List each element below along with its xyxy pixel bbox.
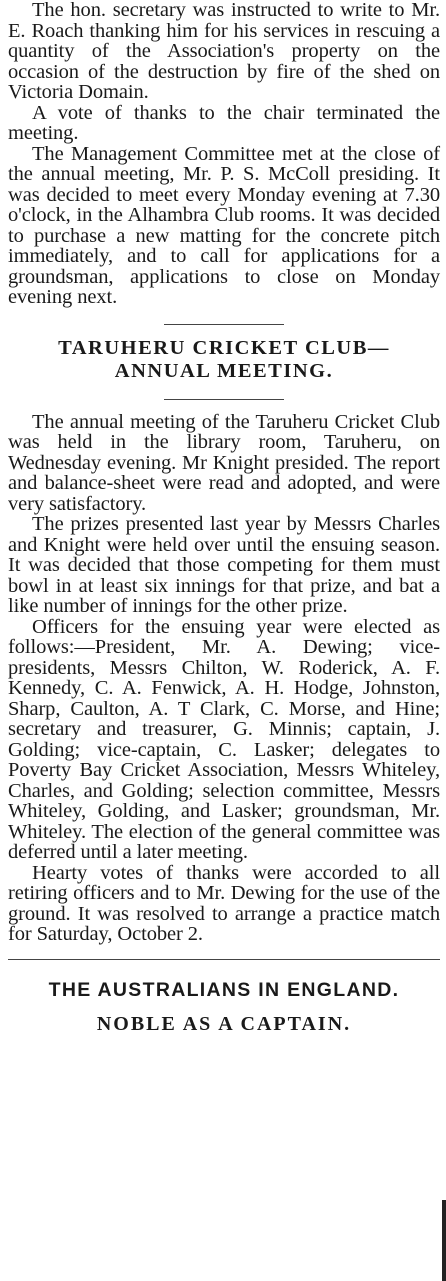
article-subtitle: NOBLE AS A CAPTAIN. [96,1012,352,1035]
article-separator-rule [8,959,440,960]
paragraph-vote-of-thanks: A vote of thanks to the chair terminated the meeting. [8,101,440,144]
article-heading-line-2: ANNUAL MEETING. [114,359,334,382]
paragraph-annual-meeting: The annual meeting of the Taruheru Cricket Club was held in the library room, Taruheru, on Wednesday evening. Mr Knight presided. The report and balance-sheet were read and adopted, and were very satisfactory. [8,410,440,515]
paragraph-prizes: The prizes presented last year by Messrs Charles and Knight were held over until the ensuing season. It was decided that those competing for them must bowl in at least six innings for that prize, and bat a like number of innings for the other prize. [8,513,440,617]
paragraph-secretary-instructed: The hon. secretary was instructed to write to Mr. E. Roach thanking him for his services in rescuing a quantity of the Association's property on the occasion of the destruction by fire of the shed on Victoria Domain. [8,0,440,103]
newspaper-column [8,0,440,1036]
section-divider [164,324,284,325]
article-title: THE AUSTRALIANS IN ENGLAND. [48,978,400,1001]
column-edge-mark [442,1200,446,1281]
article-association-meeting [8,0,440,308]
paragraph-management-committee: The Management Committee met at the close of the annual meeting, Mr. P. S. McColl presiding. It was decided to meet every Monday evening at 7.30 o'clock, in the Alhambra Club rooms. It was decided to purchase a new matting for the concrete pitch immediately, and to call for applications for a groundsman, applications to close on Monday evening next. [8,142,440,308]
paragraph-votes-of-thanks: Hearty votes of thanks were accorded to all retiring officers and to Mr. Dewing for the use of the ground. It was resolved to arrange a practice match for Saturday, October 2. [8,861,440,945]
article-heading-line-1: TARUHERU CRICKET CLUB— [58,336,390,359]
article-taruheru-cricket-club [8,337,440,945]
heading-divider [164,399,284,400]
paragraph-officers: Officers for the ensuing year were elected as follows:—President, Mr. A. Dewing; vice-presidents, Messrs Chilton, W. Roderick, A. F. Kennedy, C. A. Fenwick, A. H. Hodge, Johnston, Sharp, Caulton, A. T Clark, C. Morse, and Hine; secretary and treasurer, G. Minnis; captain, J. Golding; vice-captain, C. Lasker; delegates to Poverty Bay Cricket Association, Messrs Whiteley, Charles, and Golding; selection committee, Messrs Whiteley, Golding, and Lasker; groundsman, Mr. Whiteley. The election of the general committee was deferred until a later meeting. [8,615,440,863]
article-australians-in-england [8,978,440,1036]
